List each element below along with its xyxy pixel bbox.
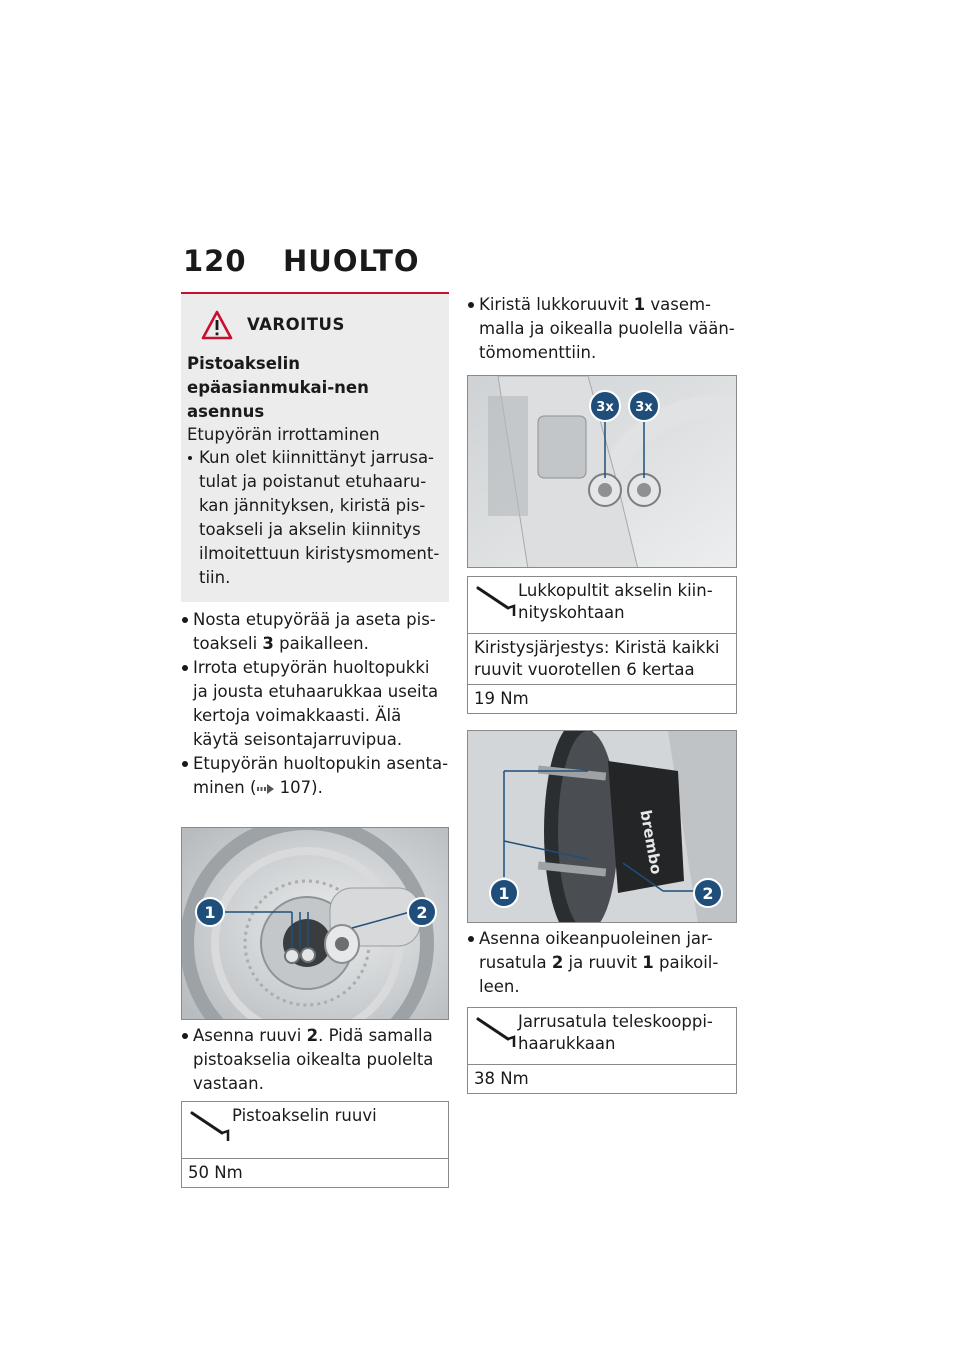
step-ref: 1 <box>642 953 654 972</box>
warning-triangle-icon <box>201 310 233 340</box>
page-link[interactable]: 107 <box>279 778 312 797</box>
torque-note: Kiristysjärjestys: Kiristä kaikki ruuvit vuorotellen 6 kertaa <box>468 634 736 685</box>
right-column <box>467 293 735 1094</box>
step-text: ). <box>311 778 323 797</box>
figure-brake-caliper <box>467 730 737 923</box>
torque-row-label <box>468 577 736 634</box>
torque-row-label <box>468 1008 736 1065</box>
axle-bolt-illustration <box>182 828 449 1020</box>
step-item <box>181 1024 449 1096</box>
step-text: vasem-malla ja oikealla puolella vään-tömomenttiin. <box>479 295 735 362</box>
left-column <box>181 292 449 1188</box>
warning-title: Pistoakselin epäasianmukai-nen asennus <box>187 354 369 421</box>
warning-item: Kun olet kiinnittänyt jarrusa-tulat ja poistanut etuhaaru-kan jännityksen, kiristä pis-toakseli ja akselin kiinnitys ilmoitettuun kiristysmoment-tiin. <box>187 446 443 590</box>
torque-label: Pistoakselin ruuvi <box>232 1106 377 1125</box>
step-item <box>467 927 735 999</box>
page-link-arrow-icon <box>256 784 274 794</box>
callout-label: 3x <box>596 400 614 415</box>
steps-list-left-2 <box>181 1024 449 1096</box>
steps-list-right <box>467 293 735 365</box>
page-header <box>183 244 420 278</box>
torque-wrench-icon <box>474 1011 518 1061</box>
torque-value: 38 Nm <box>474 1069 529 1088</box>
warning-label: VAROITUS <box>247 315 345 334</box>
callout-label: 2 <box>416 903 428 922</box>
step-item <box>181 752 449 800</box>
torque-wrench-icon <box>188 1105 232 1155</box>
torque-table-3 <box>467 1007 737 1094</box>
steps-list-right-2 <box>467 927 735 999</box>
warning-box <box>181 292 449 602</box>
callout-label: 1 <box>204 903 216 922</box>
torque-value: 19 Nm <box>474 689 529 708</box>
brake-caliper-illustration <box>468 731 737 923</box>
torque-label: Jarrusatula teleskooppi-haarukkaan <box>518 1012 713 1053</box>
clamp-bolts-illustration <box>468 376 737 568</box>
torque-row-label <box>182 1102 448 1159</box>
step-item: Irrota etupyörän huoltopukki ja jousta etuhaarukkaa useita kertoja voimakkaasti. Älä käytä seisontajarruvipua. <box>181 656 449 752</box>
step-item <box>181 608 449 656</box>
step-text: Nosta etupyörää ja aseta pis-toakseli <box>193 610 436 653</box>
brake-brand-label: brembo <box>636 808 666 876</box>
step-text: paikoil-leen. <box>479 953 719 996</box>
step-ref: 3 <box>262 634 274 653</box>
callout-label: 1 <box>498 884 510 903</box>
page-number: 120 <box>183 244 247 278</box>
torque-table-2 <box>467 576 737 714</box>
step-text: paikalleen. <box>273 634 369 653</box>
step-ref: 1 <box>633 295 646 314</box>
torque-label: Lukkopultit akselin kiin-nityskohtaan <box>518 581 713 622</box>
step-text: Kiristä lukkoruuvit <box>479 295 634 314</box>
step-text: . Pidä samalla pistoakselia oikealta puolelta vastaan. <box>193 1026 434 1093</box>
callout-label: 2 <box>702 884 714 903</box>
step-text: ja ruuvit <box>563 953 643 972</box>
figure-clamp-bolts <box>467 375 737 568</box>
callout-label: 3x <box>635 400 653 415</box>
torque-table-1 <box>181 1101 449 1188</box>
warning-subtitle: Etupyörän irrottaminen <box>187 425 380 444</box>
step-text: Asenna oikeanpuoleinen jar-rusatula <box>479 929 713 972</box>
steps-list-left <box>181 608 449 800</box>
step-ref: 2 <box>551 953 564 972</box>
page-title: HUOLTO <box>283 244 420 278</box>
step-text: Asenna ruuvi <box>193 1026 307 1045</box>
warning-header <box>187 310 443 340</box>
figure-axle-bolt <box>181 827 449 1020</box>
warning-list <box>187 446 443 590</box>
torque-wrench-icon <box>474 580 518 630</box>
torque-value: 50 Nm <box>188 1163 243 1182</box>
step-ref: 2 <box>306 1026 319 1045</box>
step-item <box>467 293 735 365</box>
step-text: Etupyörän huoltopukin asenta-minen ( <box>193 754 449 797</box>
